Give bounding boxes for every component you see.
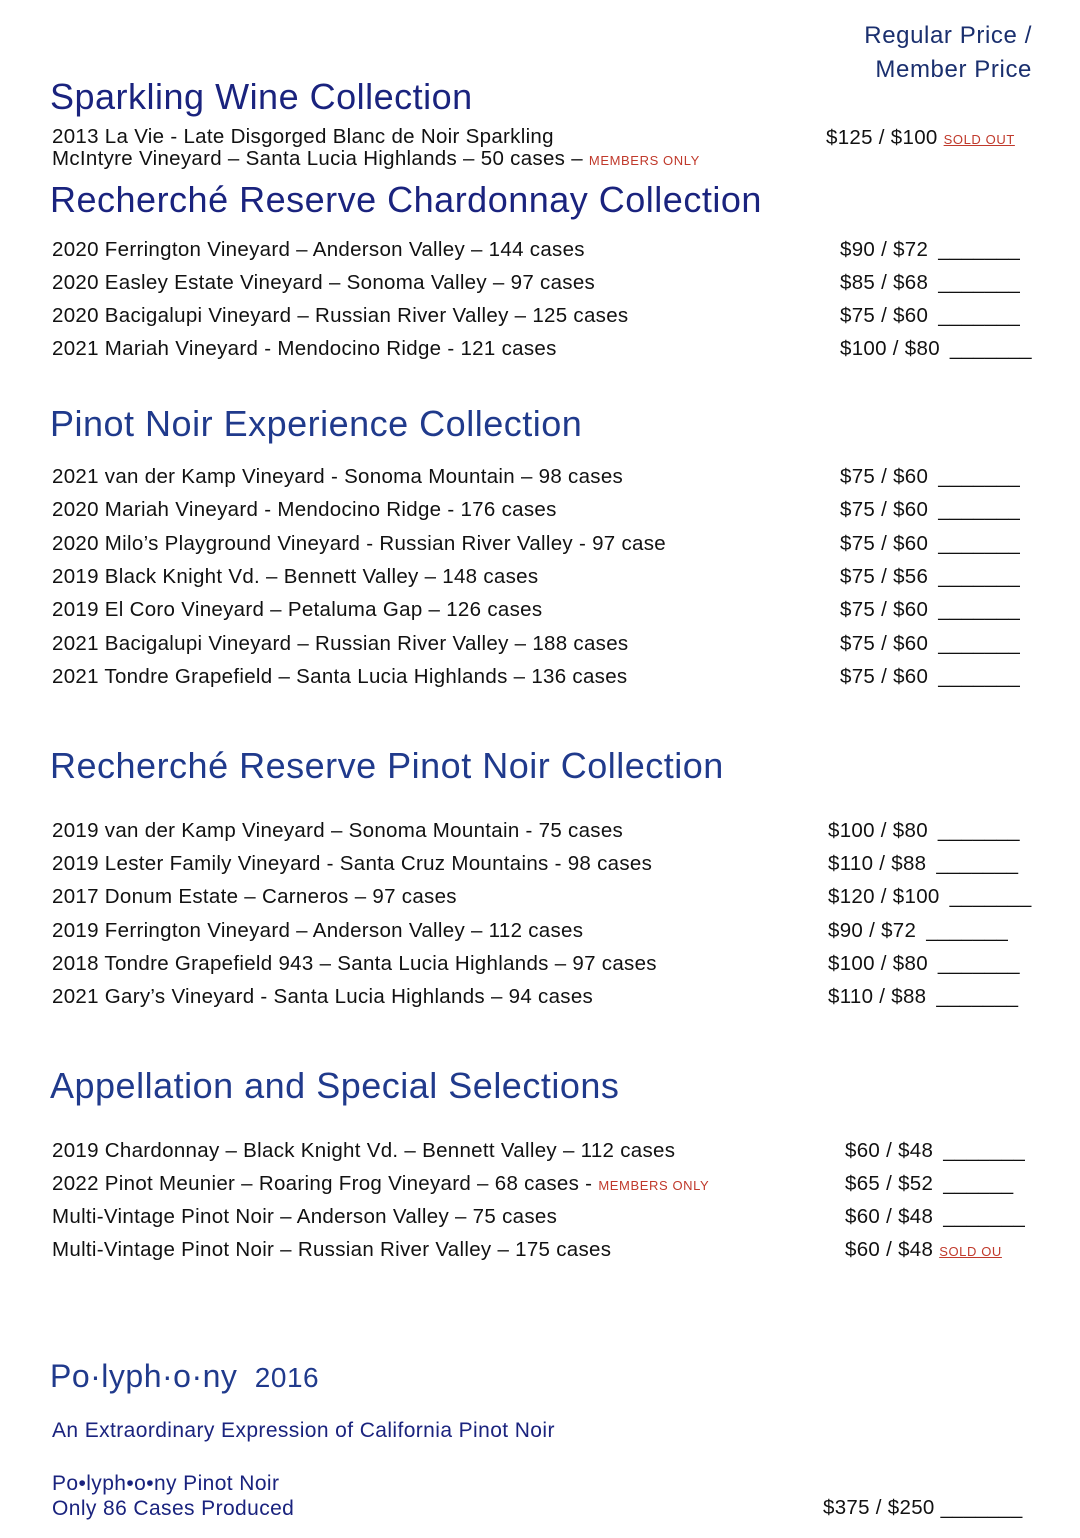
wine-row xyxy=(52,465,623,489)
wine-price: $100 / $80 xyxy=(828,819,928,842)
order-blank: _______ xyxy=(938,271,1021,294)
wine-price: $60 / $48 xyxy=(845,1205,934,1228)
wine-description: 2019 Black Knight Vd. – Bennett Valley – 148 cases xyxy=(52,564,539,588)
order-blank: _______ xyxy=(938,304,1021,327)
wine-price: $90 / $72 xyxy=(840,238,929,261)
wine-price-row xyxy=(840,337,1032,361)
wine-price-row xyxy=(840,532,1020,556)
wine-description: 2021 Bacigalupi Vineyard – Russian River Valley – 188 cases xyxy=(52,631,629,655)
sold-out-badge: SOLD OUT xyxy=(943,132,1015,147)
wine-price: $100 / $80 xyxy=(840,337,940,360)
wine-description: 2021 Tondre Grapefield – Santa Lucia Highlands – 136 cases xyxy=(52,664,628,688)
wine-row xyxy=(52,632,628,656)
wine-price: $75 / $60 xyxy=(840,531,929,555)
wine-price-row xyxy=(845,1205,1025,1229)
sparkling-line2: McIntyre Vineyard – Santa Lucia Highlands – 50 cases – xyxy=(52,147,583,170)
section-title-chardonnay: Recherché Reserve Chardonnay Collection xyxy=(50,179,762,220)
order-blank: _______ xyxy=(938,498,1021,522)
order-blank: _______ xyxy=(936,852,1019,876)
price-header-line1: Regular Price / xyxy=(864,22,1032,49)
section-title-pinot-experience: Pinot Noir Experience Collection xyxy=(50,403,583,444)
order-blank: _______ xyxy=(949,337,1032,360)
wine-price: $110 / $88 xyxy=(828,852,927,876)
wine-row xyxy=(52,919,583,943)
wine-description: 2020 Milo’s Playground Vineyard - Russian River Valley - 97 case xyxy=(52,531,666,555)
wine-description: Multi-Vintage Pinot Noir – Russian River Valley – 175 cases xyxy=(52,1238,612,1261)
wine-price: $75 / $60 xyxy=(840,664,929,688)
polyphony-name: Po•lyph•o•ny Pinot Noir xyxy=(52,1472,280,1495)
wine-row xyxy=(52,1205,557,1229)
members-only-badge: MEMBERS ONLY xyxy=(598,1178,710,1193)
wine-description: 2020 Mariah Vineyard - Mendocino Ridge - 176 cases xyxy=(52,498,557,522)
sparkling-line2-wrap xyxy=(52,148,700,172)
order-blank: _______ xyxy=(938,238,1021,261)
section-title-appellation: Appellation and Special Selections xyxy=(50,1065,620,1106)
order-blank: _______ xyxy=(938,664,1021,688)
wine-description: 2021 van der Kamp Vineyard - Sonoma Mountain – 98 cases xyxy=(52,465,624,488)
wine-description: Multi-Vintage Pinot Noir – Anderson Valley – 75 cases xyxy=(52,1205,558,1228)
wine-price-row xyxy=(840,598,1020,622)
order-blank: _______ xyxy=(938,465,1021,488)
wine-description: 2019 Lester Family Vineyard - Santa Cruz Mountains - 98 cases xyxy=(52,852,653,876)
sparkling-price: $125 / $100 xyxy=(826,126,938,149)
wine-row xyxy=(52,498,557,522)
wine-description: 2019 Ferrington Vineyard – Anderson Valley – 112 cases xyxy=(52,918,584,942)
polyphony-title: Po·lyph·o·ny xyxy=(50,1358,238,1394)
sparkling-line1: 2013 La Vie - Late Disgorged Blanc de Noir Sparkling xyxy=(52,125,554,148)
wine-description: 2019 El Coro Vineyard – Petaluma Gap – 126 cases xyxy=(52,598,543,622)
wine-row xyxy=(52,1139,675,1163)
wine-price: $75 / $56 xyxy=(840,564,929,588)
section-title-pinot-reserve: Recherché Reserve Pinot Noir Collection xyxy=(50,745,724,786)
order-blank: _______ xyxy=(926,918,1009,942)
order-blank: _______ xyxy=(949,885,1032,909)
wine-row xyxy=(52,852,652,876)
order-blank: _______ xyxy=(937,819,1020,842)
wine-price: $60 / $48 xyxy=(845,1139,934,1162)
wine-price-row xyxy=(840,238,1020,262)
polyphony-price: $375 / $250 xyxy=(823,1496,935,1519)
wine-description: 2020 Ferrington Vineyard – Anderson Valley – 144 cases xyxy=(52,238,585,261)
wine-price: $75 / $60 xyxy=(840,498,929,522)
wine-price: $65 / $52 xyxy=(845,1172,934,1195)
wine-price-row xyxy=(840,665,1020,689)
wine-row xyxy=(52,952,657,976)
polyphony-price-row xyxy=(823,1496,1023,1520)
wine-price: $85 / $68 xyxy=(840,271,929,294)
wine-price: $75 / $60 xyxy=(840,598,929,622)
order-blank: _______ xyxy=(937,951,1020,975)
polyphony-details xyxy=(52,1471,294,1521)
wine-row xyxy=(52,337,557,361)
wine-description: 2018 Tondre Grapefield 943 – Santa Lucia Highlands – 97 cases xyxy=(52,951,657,975)
wine-row xyxy=(52,238,585,262)
wine-row xyxy=(52,598,542,622)
wine-description: 2017 Donum Estate – Carneros – 97 cases xyxy=(52,885,457,909)
polyphony-cases: Only 86 Cases Produced xyxy=(52,1497,295,1520)
wine-price-row xyxy=(828,852,1018,876)
wine-row xyxy=(52,1238,611,1262)
polyphony-title-row xyxy=(50,1358,319,1395)
order-blank: _______ xyxy=(940,1496,1023,1519)
wine-price: $120 / $100 xyxy=(828,885,940,909)
wine-price-row xyxy=(840,304,1020,328)
wine-price-row xyxy=(845,1172,1013,1196)
order-blank: _______ xyxy=(943,1139,1026,1162)
wine-row xyxy=(52,304,628,328)
wine-price: $75 / $60 xyxy=(840,631,929,655)
wine-price: $100 / $80 xyxy=(828,951,928,975)
sold-out-badge: SOLD OU xyxy=(939,1244,1002,1259)
wine-price-row xyxy=(828,819,1020,843)
wine-row xyxy=(52,532,666,556)
order-blank: _______ xyxy=(938,564,1021,588)
wine-description: 2019 Chardonnay – Black Knight Vd. – Bennett Valley – 112 cases xyxy=(52,1139,676,1162)
order-blank: _______ xyxy=(938,531,1021,555)
wine-row xyxy=(52,819,623,843)
wine-row xyxy=(52,565,538,589)
polyphony-tagline: An Extraordinary Expression of California Pinot Noir xyxy=(52,1419,555,1442)
wine-description: 2019 van der Kamp Vineyard – Sonoma Mountain - 75 cases xyxy=(52,819,624,842)
wine-description: 2020 Bacigalupi Vineyard – Russian River Valley – 125 cases xyxy=(52,304,629,327)
wine-price-row xyxy=(845,1238,1002,1262)
wine-description: 2020 Easley Estate Vineyard – Sonoma Valley – 97 cases xyxy=(52,271,596,294)
wine-row xyxy=(52,985,593,1009)
order-blank: ______ xyxy=(943,1172,1014,1195)
wine-row xyxy=(52,1172,709,1196)
order-blank: _______ xyxy=(938,631,1021,655)
wine-price: $60 / $48 xyxy=(845,1238,934,1261)
wine-price-row xyxy=(828,985,1018,1009)
wine-price-row xyxy=(828,885,1032,909)
price-header-line2: Member Price xyxy=(875,56,1032,83)
sparkling-price-row xyxy=(826,126,1015,150)
wine-price-row xyxy=(840,498,1020,522)
wine-price-row xyxy=(840,565,1020,589)
wine-row xyxy=(52,885,457,909)
wine-price-row xyxy=(840,271,1020,295)
wine-price: $75 / $60 xyxy=(840,304,929,327)
wine-price-row xyxy=(840,465,1020,489)
wine-row xyxy=(52,271,595,295)
wine-description: 2022 Pinot Meunier – Roaring Frog Vineyard – 68 cases - xyxy=(52,1172,593,1195)
wine-price-row xyxy=(828,919,1008,943)
price-header xyxy=(864,22,1032,84)
sparkling-item xyxy=(52,126,700,172)
order-blank: _______ xyxy=(943,1205,1026,1228)
wine-price-row xyxy=(840,632,1020,656)
members-only-badge: MEMBERS ONLY xyxy=(588,153,700,168)
wine-description: 2021 Gary’s Vineyard - Santa Lucia Highlands – 94 cases xyxy=(52,985,594,1008)
wine-row xyxy=(52,665,627,689)
order-blank: _______ xyxy=(936,985,1019,1008)
wine-price: $90 / $72 xyxy=(828,918,917,942)
wine-price-row xyxy=(845,1139,1025,1163)
polyphony-year: 2016 xyxy=(254,1362,320,1393)
wine-description: 2021 Mariah Vineyard - Mendocino Ridge - 121 cases xyxy=(52,337,557,360)
wine-price: $75 / $60 xyxy=(840,465,929,488)
section-title-sparkling: Sparkling Wine Collection xyxy=(50,76,473,117)
order-blank: _______ xyxy=(938,598,1021,622)
wine-price-row xyxy=(828,952,1020,976)
wine-price: $110 / $88 xyxy=(828,985,927,1008)
